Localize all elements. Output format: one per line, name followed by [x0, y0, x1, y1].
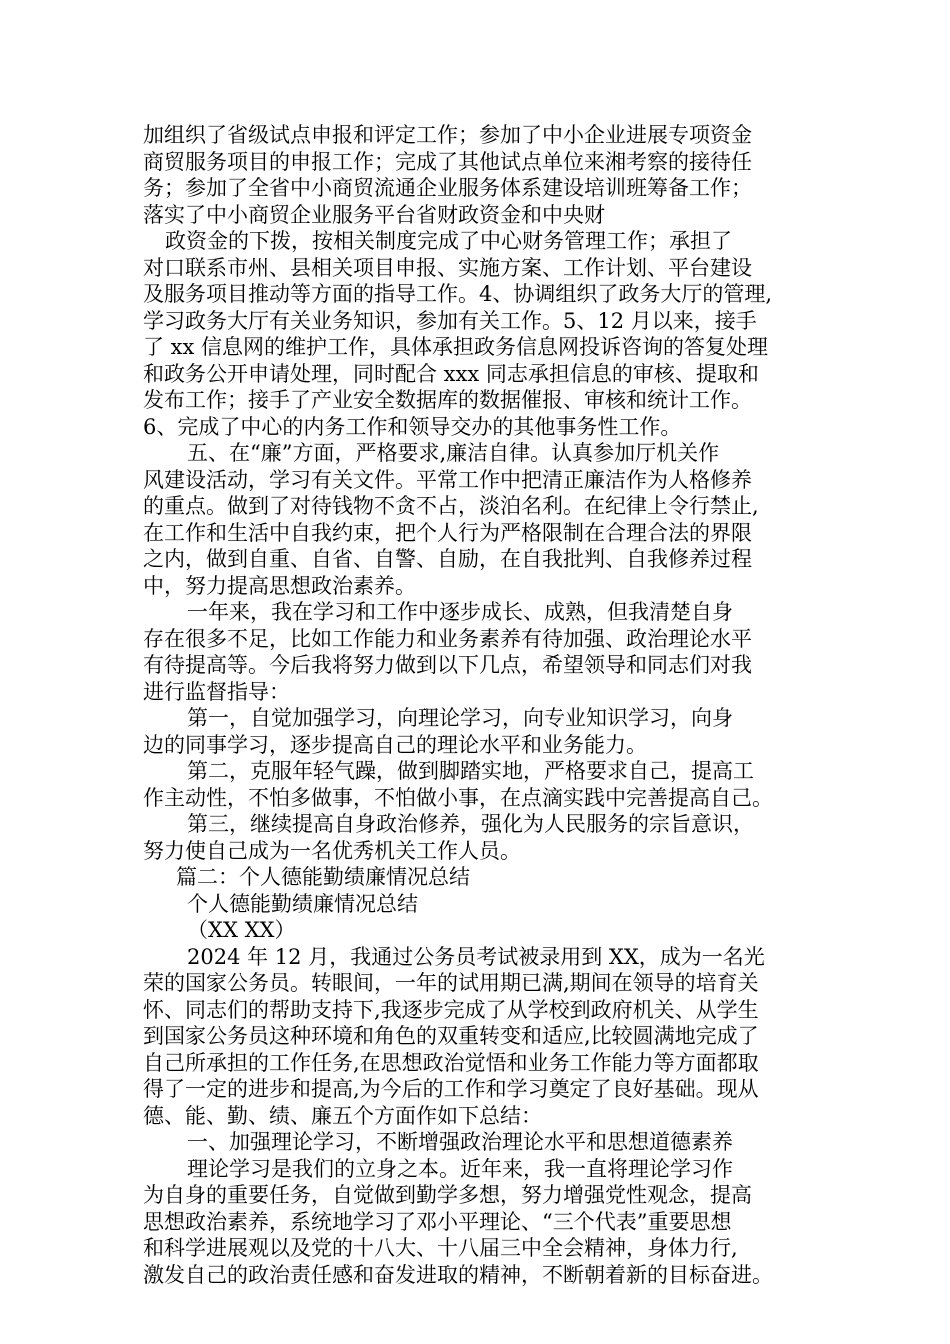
text-line: 有待提高等。今后我将努力做到以下几点，希望领导和同志们对我: [143, 653, 752, 677]
text-line: 激发自己的政治责任感和奋发进取的精神，不断朝着新的目标奋进。: [143, 1262, 773, 1287]
text-line: 思想政治素养，系统地学习了邓小平理论、“三个代表”重要思想: [143, 1209, 732, 1234]
text-line: 为自身的重要任务，自觉做到勤学多想，努力增强党性观念，提高: [143, 1183, 752, 1207]
text-line: 德、能、勤、绩、廉五个方面作如下总结：: [143, 1103, 542, 1128]
text-line: 风建设活动，学习有关文件。平常工作中把清正廉洁作为人格修养: [143, 467, 752, 492]
text-line: 和科学进展观以及党的十八大、十八届三中全会精神，身体力行,: [143, 1236, 738, 1260]
text-line: 对口联系市州、县相关项目申报、实施方案、工作计划、平台建设: [143, 255, 752, 280]
text-line: 了 xx 信息网的维护工作，具体承担政务信息网投诉咨询的答复处理: [143, 335, 769, 359]
text-line: 及服务项目推动等方面的指导工作。4、协调组织了政务大厅的管理,: [143, 282, 773, 306]
text-line: 自己所承担的工作任务,在思想政治觉悟和业务工作能力等方面都取: [143, 1050, 759, 1075]
text-line: 政资金的下拨，按相关制度完成了中心财务管理工作；承担了: [165, 229, 732, 253]
text-line: 和政务公开申请处理，同时配合 xxx 同志承担信息的审核、提取和: [143, 361, 759, 386]
text-line: 进行监督指导：: [143, 679, 290, 704]
text-line: 一年来，我在学习和工作中逐步成长、成熟，但我清楚自身: [187, 600, 733, 624]
text-line: 商贸服务项目的申报工作；完成了其他试点单位来湘考察的接待任: [143, 149, 752, 174]
text-line: 加组织了省级试点申报和评定工作；参加了中小企业进展专项资金: [143, 123, 752, 147]
text-line: 发布工作；接手了产业安全数据库的数据催报、审核和统计工作。: [143, 388, 752, 412]
text-line: 篇二：个人德能勤绩廉情况总结: [176, 865, 470, 889]
text-line: 作主动性，不怕多做事，不怕做小事，在点滴实践中完善提高自己。: [143, 785, 773, 810]
text-line: 务；参加了全省中小商贸流通企业服务体系建设培训班筹备工作；: [143, 176, 752, 200]
text-line: 学习政务大厅有关业务知识，参加有关工作。5、12 月以来，接手: [143, 308, 757, 333]
text-line: 中，努力提高思想政治素养。: [143, 573, 416, 598]
text-line: 第二，克服年轻气躁，做到脚踏实地，严格要求自己，提高工: [187, 759, 754, 783]
text-line: 个人德能勤绩廉情况总结: [187, 891, 418, 916]
text-line: 存在很多不足，比如工作能力和业务素养有待加强、政治理论水平: [143, 626, 752, 651]
text-line: 边的同事学习，逐步提高自己的理论水平和业务能力。: [143, 732, 647, 757]
text-line: 之内，做到自重、自省、自警、自励，在自我批判、自我修养过程: [143, 547, 752, 571]
text-line: 第一，自觉加强学习，向理论学习，向专业知识学习，向身: [187, 706, 733, 730]
text-line: 荣的国家公务员。转眼间，一年的试用期已满,期间在领导的培育关: [143, 971, 759, 995]
text-line: 五、在“廉”方面，严格要求,廉洁自律。认真参加厅机关作: [187, 441, 720, 465]
text-line: 到国家公务员这种环境和角色的双重转变和适应,比较圆满地完成了: [143, 1024, 759, 1048]
document-body: [143, 122, 823, 1288]
text-line: 在工作和生活中自我约束，把个人行为严格限制在合理合法的界限: [143, 520, 752, 545]
text-line: 一、加强理论学习，不断增强政治理论水平和思想道德素养: [187, 1130, 733, 1154]
text-line: 怀、同志们的帮助支持下,我逐步完成了从学校到政府机关、从学生: [143, 997, 759, 1022]
text-line: 的重点。做到了对待钱物不贪不占，淡泊名利。在纪律上令行禁止,: [143, 494, 759, 518]
text-line: 得了一定的进步和提高,为今后的工作和学习奠定了良好基础。现从: [143, 1077, 759, 1101]
text-line: （XX XX）: [187, 918, 296, 942]
text-line: 第三，继续提高自身政治修养，强化为人民服务的宗旨意识，: [187, 812, 754, 836]
text-line: 落实了中小商贸企业服务平台省财政资金和中央财: [143, 202, 605, 227]
text-line: 6、完成了中心的内务工作和领导交办的其他事务性工作。: [143, 414, 682, 439]
text-line: 2024 年 12 月，我通过公务员考试被录用到 XX，成为一名光: [187, 944, 765, 969]
text-line: 努力使自己成为一名优秀机关工作人员。: [143, 838, 521, 863]
text-line: 理论学习是我们的立身之本。近年来，我一直将理论学习作: [187, 1156, 733, 1181]
